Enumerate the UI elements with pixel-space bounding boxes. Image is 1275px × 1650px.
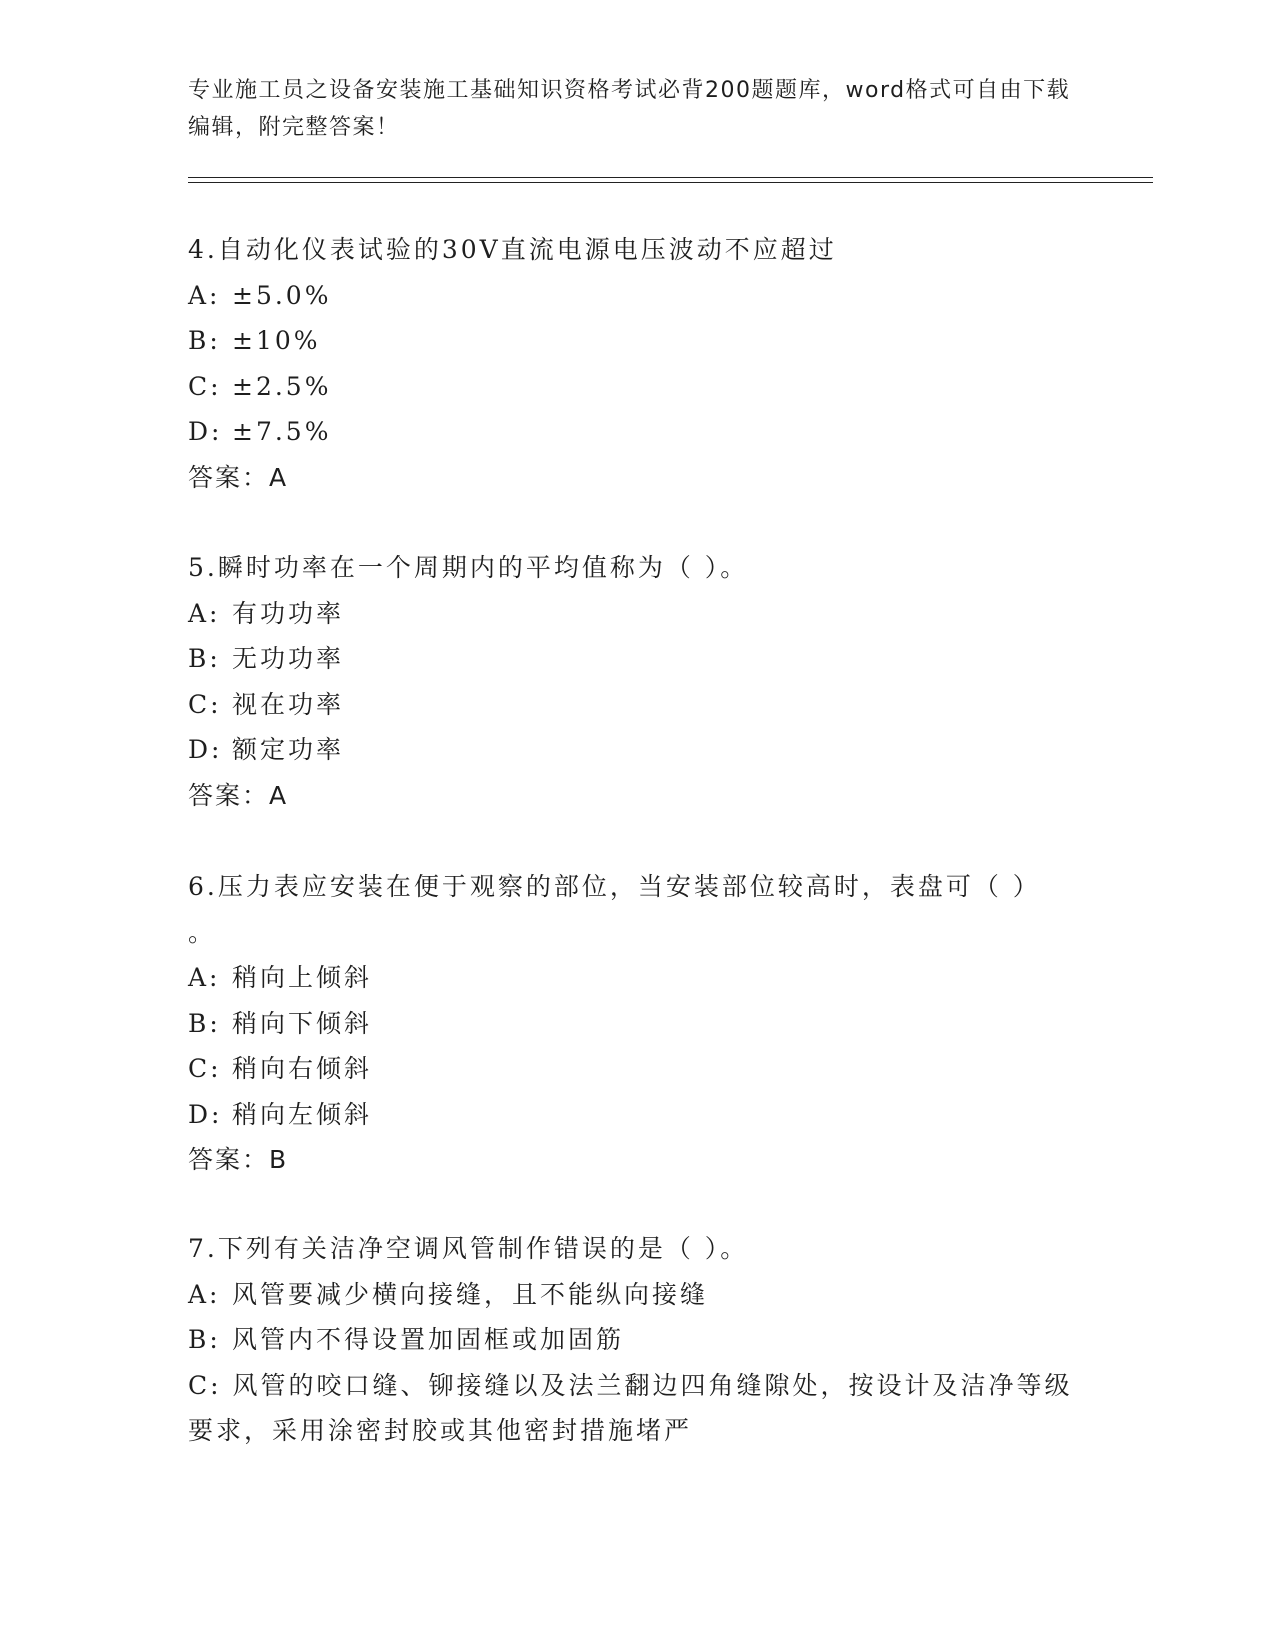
option-label: D: [188, 417, 223, 446]
option-label: A: [188, 598, 221, 628]
question-7 [188, 1226, 1088, 1454]
question-5 [188, 545, 1088, 818]
option-a [188, 1272, 1088, 1318]
option-label: B: [188, 1325, 221, 1354]
option-a [188, 591, 1088, 637]
option-label: A: [188, 1279, 221, 1309]
option-text: ±10% [232, 326, 321, 355]
option-label: C: [188, 689, 222, 719]
option-label: A: [188, 280, 221, 310]
option-c [188, 1363, 1088, 1454]
option-a [188, 955, 1088, 1001]
option-text: 稍向左倾斜 [232, 1099, 373, 1129]
header-rule-top [188, 177, 1153, 178]
option-label: C: [188, 1054, 222, 1083]
option-b [188, 1001, 1088, 1047]
option-text: 风管要减少横向接缝，且不能纵向接缝 [232, 1279, 709, 1309]
option-label: B: [188, 644, 221, 673]
answer: 答案：A [188, 462, 289, 492]
option-label: C: [188, 371, 222, 401]
question-4 [188, 227, 1088, 500]
option-c [188, 682, 1088, 728]
option-b [188, 318, 1088, 364]
option-text: ±7.5% [232, 417, 332, 446]
document-header: 专业施工员之设备安装施工基础知识资格考试必背200题题库，word格式可自由下载编辑，附完整答案！ [188, 78, 1071, 140]
question-stem-continuation: 。 [188, 917, 217, 947]
option-b [188, 1317, 1088, 1363]
option-d [188, 727, 1088, 773]
question-stem: 5.瞬时功率在一个周期内的平均值称为（ ）。 [188, 553, 749, 582]
option-text: 稍向上倾斜 [232, 963, 373, 992]
option-label: B: [188, 326, 221, 355]
answer: 答案：B [188, 1145, 289, 1174]
question-stem: 6.压力表应安装在便于观察的部位，当安装部位较高时，表盘可（ ） [188, 872, 1041, 901]
option-label: D: [188, 735, 223, 764]
option-c [188, 364, 1088, 410]
option-text: 风管内不得设置加固框或加固筋 [232, 1325, 625, 1354]
option-label: B: [188, 1008, 221, 1038]
option-label: D: [188, 1099, 223, 1129]
option-text: ±2.5% [232, 371, 332, 401]
option-text: 有功功率 [232, 598, 345, 628]
option-d [188, 409, 1088, 455]
header-rule-bottom [188, 182, 1153, 183]
option-text: 风管的咬口缝、铆接缝以及法兰翻边四角缝隙处，按设计及洁净等级要求，采用涂密封胶或其他密封措施堵严 [188, 1370, 1073, 1445]
question-stem: 7.下列有关洁净空调风管制作错误的是（ ）。 [188, 1234, 749, 1263]
option-a [188, 273, 1088, 319]
option-text: 额定功率 [232, 735, 345, 764]
option-label: A: [188, 963, 221, 992]
option-text: ±5.0% [232, 280, 332, 310]
option-text: 无功功率 [232, 644, 345, 673]
option-text: 视在功率 [232, 689, 345, 719]
option-b [188, 636, 1088, 682]
option-c [188, 1046, 1088, 1092]
option-text: 稍向下倾斜 [232, 1008, 373, 1038]
option-label: C: [188, 1370, 222, 1400]
option-d [188, 1092, 1088, 1138]
answer: 答案：A [188, 780, 289, 810]
question-6 [188, 864, 1088, 1183]
option-text: 稍向右倾斜 [232, 1054, 373, 1083]
question-stem: 4.自动化仪表试验的30V直流电源电压波动不应超过 [188, 235, 837, 264]
